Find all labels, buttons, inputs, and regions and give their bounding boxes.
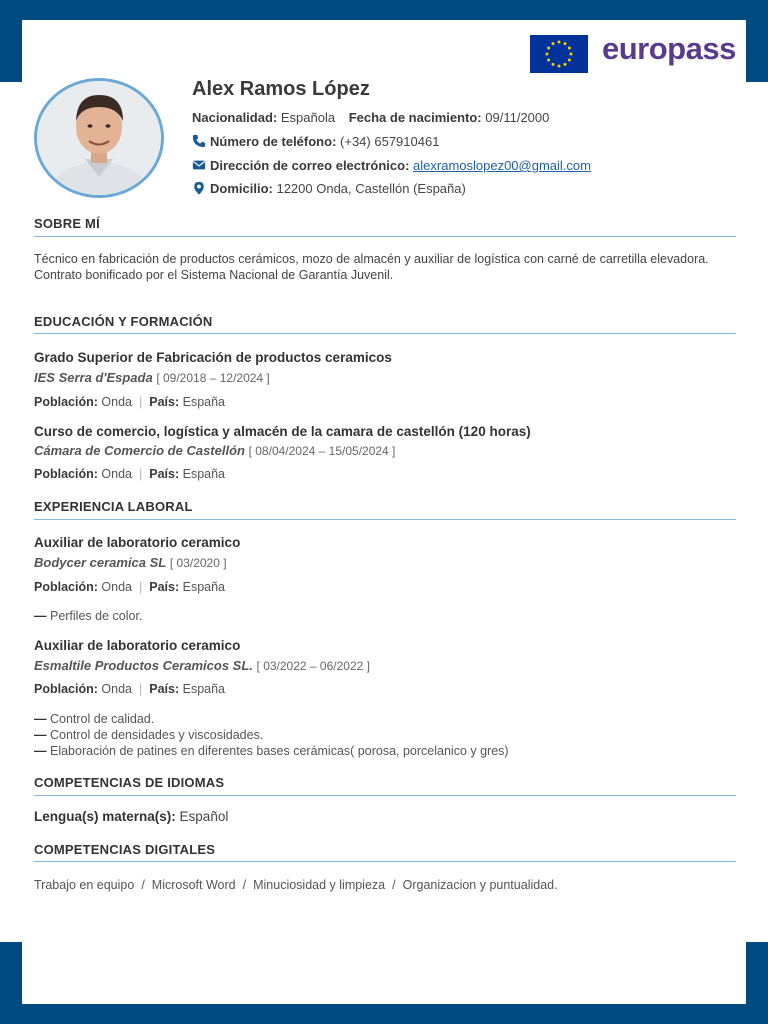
nationality-value: Española	[280, 110, 336, 125]
phone-icon	[192, 134, 206, 148]
nationality-label: Nacionalidad:	[192, 110, 278, 125]
eu-star	[568, 47, 571, 50]
email-label: Dirección de correo electrónico:	[210, 158, 410, 173]
eu-star	[564, 63, 567, 66]
phone-value: (+34) 657910461	[340, 134, 440, 149]
bullet-text: Perfiles de color.	[49, 609, 143, 623]
address-value: 12200 Onda, Castellón (España)	[276, 181, 466, 196]
eu-star	[570, 53, 573, 56]
phone-line	[192, 134, 439, 149]
mother-tongue-line	[34, 809, 228, 824]
section-divider	[34, 333, 736, 334]
frame-corner	[0, 20, 22, 82]
email-line	[192, 158, 591, 173]
eu-star	[568, 59, 571, 62]
city-label: Población:	[34, 580, 98, 594]
location-line: Población: Onda | País: España	[34, 682, 226, 696]
country-value: España	[182, 395, 226, 409]
full-name: Alex Ramos López	[192, 78, 370, 100]
about-section-title: SOBRE MÍ	[34, 216, 100, 231]
city-label: Población:	[34, 682, 98, 696]
education-item-title: Grado Superior de Fabricación de productos ceramicos	[34, 350, 392, 365]
skill-item: Minuciosidad y limpieza	[253, 878, 386, 892]
eu-star	[552, 63, 555, 66]
experience-section-title: EXPERIENCIA LABORAL	[34, 499, 193, 514]
eu-star	[546, 53, 549, 56]
birth-label: Fecha de nacimiento:	[348, 110, 482, 125]
mother-tongue-label: Lengua(s) materna(s):	[34, 809, 176, 824]
bottom-frame-bar	[0, 1004, 768, 1024]
city-value: Onda	[101, 467, 132, 481]
section-divider	[34, 236, 736, 237]
experience-item-title: Auxiliar de laboratorio ceramico	[34, 535, 241, 550]
experience-bullet: — Control de densidades y viscosidades.	[34, 728, 264, 742]
birth-value: 09/11/2000	[485, 110, 550, 125]
location-line: Población: Onda | País: España	[34, 395, 226, 409]
country-label: País:	[149, 467, 180, 481]
location-line: Población: Onda | País: España	[34, 580, 226, 594]
experience-bullet: — Perfiles de color.	[34, 609, 143, 623]
section-divider	[34, 861, 736, 862]
date-range: [ 09/2018 – 12/2024 ]	[156, 371, 270, 385]
bullet-text: Control de densidades y viscosidades.	[49, 728, 264, 742]
date-range: [ 08/04/2024 – 15/05/2024 ]	[248, 444, 396, 458]
experience-bullet: — Elaboración de patines en diferentes bases cerámicas( porosa, porcelanico y gres)	[34, 744, 509, 758]
mother-tongue-value: Español	[179, 809, 229, 824]
institution-name: IES Serra d'Espada	[34, 370, 153, 385]
skill-item: Microsoft Word	[151, 878, 236, 892]
address-line	[192, 181, 466, 196]
eu-star	[552, 42, 555, 45]
country-label: País:	[149, 682, 180, 696]
person-avatar-icon	[37, 81, 161, 195]
location-line: Población: Onda | País: España	[34, 467, 226, 481]
skill-item: Organizacion y puntualidad.	[402, 878, 558, 892]
country-value: España	[182, 467, 226, 481]
experience-item-title: Auxiliar de laboratorio ceramico	[34, 638, 241, 653]
city-value: Onda	[101, 580, 132, 594]
envelope-icon	[192, 158, 206, 172]
eu-star	[547, 59, 550, 62]
bullet-text: Control de calidad.	[49, 712, 155, 726]
digital-skills-list: Trabajo en equipo / Microsoft Word / Minuciosidad y limpieza / Organizacion y puntualidad.	[34, 878, 558, 892]
education-item-title: Curso de comercio, logística y almacén de la camara de castellón (120 horas)	[34, 424, 531, 439]
city-label: Población:	[34, 395, 98, 409]
digital-section-title: COMPETENCIAS DIGITALES	[34, 842, 216, 857]
location-pin-icon	[192, 181, 206, 195]
country-value: España	[182, 580, 226, 594]
education-item-org	[34, 370, 270, 385]
experience-bullet: — Control de calidad.	[34, 712, 155, 726]
profile-photo	[34, 78, 164, 198]
email-link[interactable]: alexramoslopez00@gmail.com	[413, 158, 591, 173]
country-label: País:	[149, 395, 180, 409]
date-range: [ 03/2022 – 06/2022 ]	[256, 659, 370, 673]
education-section-title: EDUCACIÓN Y FORMACIÓN	[34, 314, 213, 329]
skill-item: Trabajo en equipo	[34, 878, 135, 892]
eu-star	[558, 41, 561, 44]
address-label: Domicilio:	[210, 181, 273, 196]
frame-corner	[0, 942, 22, 1004]
bullet-text: Elaboración de patines en diferentes bases cerámicas( porosa, porcelanico y gres)	[49, 744, 509, 758]
europass-logo	[530, 31, 740, 73]
country-value: España	[182, 682, 226, 696]
eu-star	[558, 65, 561, 68]
city-value: Onda	[101, 395, 132, 409]
eu-star	[564, 42, 567, 45]
languages-section-title: COMPETENCIAS DE IDIOMAS	[34, 775, 225, 790]
city-label: Población:	[34, 467, 98, 481]
about-text: Técnico en fabricación de productos cerámicos, mozo de almacén y auxiliar de logística con carné de carretilla elevadora. Contrato bonificado por el Sistema Nacional de Garantía Juvenil.	[34, 252, 709, 282]
nationality-line	[192, 110, 549, 125]
phone-label: Número de teléfono:	[210, 134, 337, 149]
section-divider	[34, 519, 736, 520]
institution-name: Cámara de Comercio de Castellón	[34, 443, 245, 458]
frame-corner	[746, 20, 768, 82]
country-label: País:	[149, 580, 180, 594]
employer-name: Esmaltile Productos Ceramicos SL.	[34, 658, 253, 673]
experience-item-org	[34, 555, 227, 570]
eu-star	[547, 47, 550, 50]
experience-item-org	[34, 658, 370, 673]
top-frame-bar	[0, 0, 768, 20]
frame-corner	[746, 942, 768, 1004]
date-range: [ 03/2020 ]	[169, 556, 227, 570]
eu-flag-icon	[530, 35, 588, 73]
education-item-org	[34, 443, 395, 458]
logo-text: europass	[602, 31, 736, 66]
employer-name: Bodycer ceramica SL	[34, 555, 167, 570]
section-divider	[34, 795, 736, 796]
city-value: Onda	[101, 682, 132, 696]
